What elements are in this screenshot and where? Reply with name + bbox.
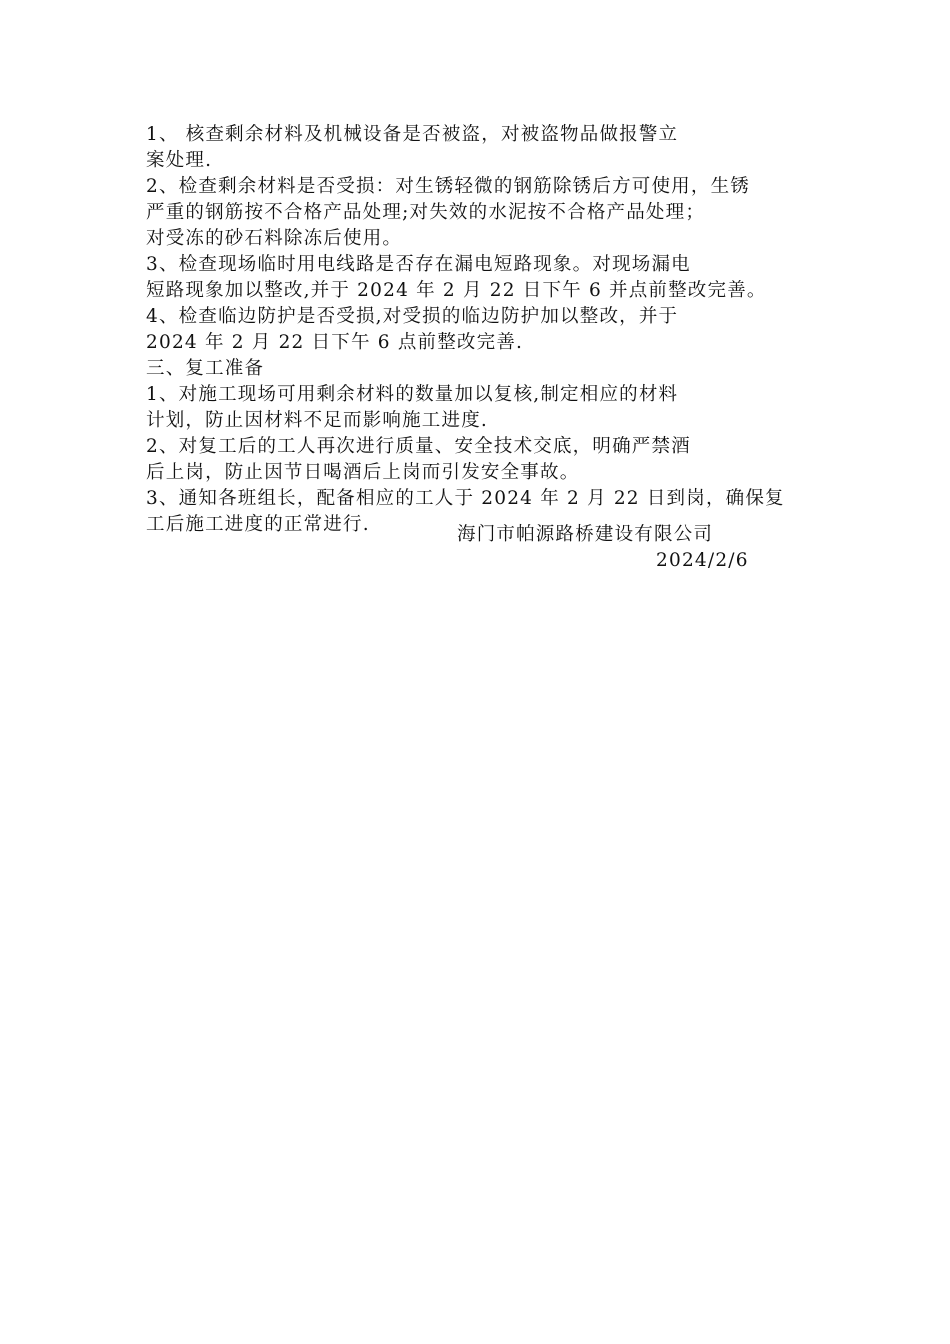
body-line-8: 4、检查临边防护是否受损,对受损的临边防护加以整改，并于 — [146, 306, 679, 327]
body-line-2: 案处理. — [146, 150, 213, 171]
body-line-1: 1、 核查剩余材料及机械设备是否被盗，对被盗物品做报警立 — [146, 124, 679, 145]
body-line-11: 1、对施工现场可用剩余材料的数量加以复核,制定相应的材料 — [146, 384, 679, 405]
document-date: 2024/2/6 — [656, 550, 749, 571]
body-line-13: 2、对复工后的工人再次进行质量、安全技术交底，明确严禁酒 — [146, 436, 691, 457]
company-signature: 海门市帕源路桥建设有限公司 — [457, 524, 714, 545]
body-line-14: 后上岗，防止因节日喝酒后上岗而引发安全事故。 — [146, 462, 580, 483]
body-line-4: 严重的钢筋按不合格产品处理;对失效的水泥按不合格产品处理； — [146, 202, 706, 223]
section-heading-resumption: 三、复工准备 — [146, 358, 265, 379]
body-line-3: 2、检查剩余材料是否受损：对生锈轻微的钢筋除锈后方可使用，生锈 — [146, 176, 750, 197]
body-line-12: 计划，防止因材料不足而影响施工进度. — [146, 410, 488, 431]
body-line-9: 2024 年 2 月 22 日下午 6 点前整改完善. — [146, 332, 524, 353]
body-line-7: 短路现象加以整改,并于 2024 年 2 月 22 日下午 6 并点前整改完善。 — [146, 280, 767, 301]
body-line-5: 对受冻的砂石料除冻后使用。 — [146, 228, 403, 249]
document-body — [146, 122, 810, 538]
body-line-16: 工后施工进度的正常进行. — [146, 514, 370, 535]
body-line-15: 3、通知各班组长，配备相应的工人于 2024 年 2 月 22 日到岗，确保复 — [146, 488, 785, 509]
body-line-6: 3、检查现场临时用电线路是否存在漏电短路现象。对现场漏电 — [146, 254, 691, 275]
